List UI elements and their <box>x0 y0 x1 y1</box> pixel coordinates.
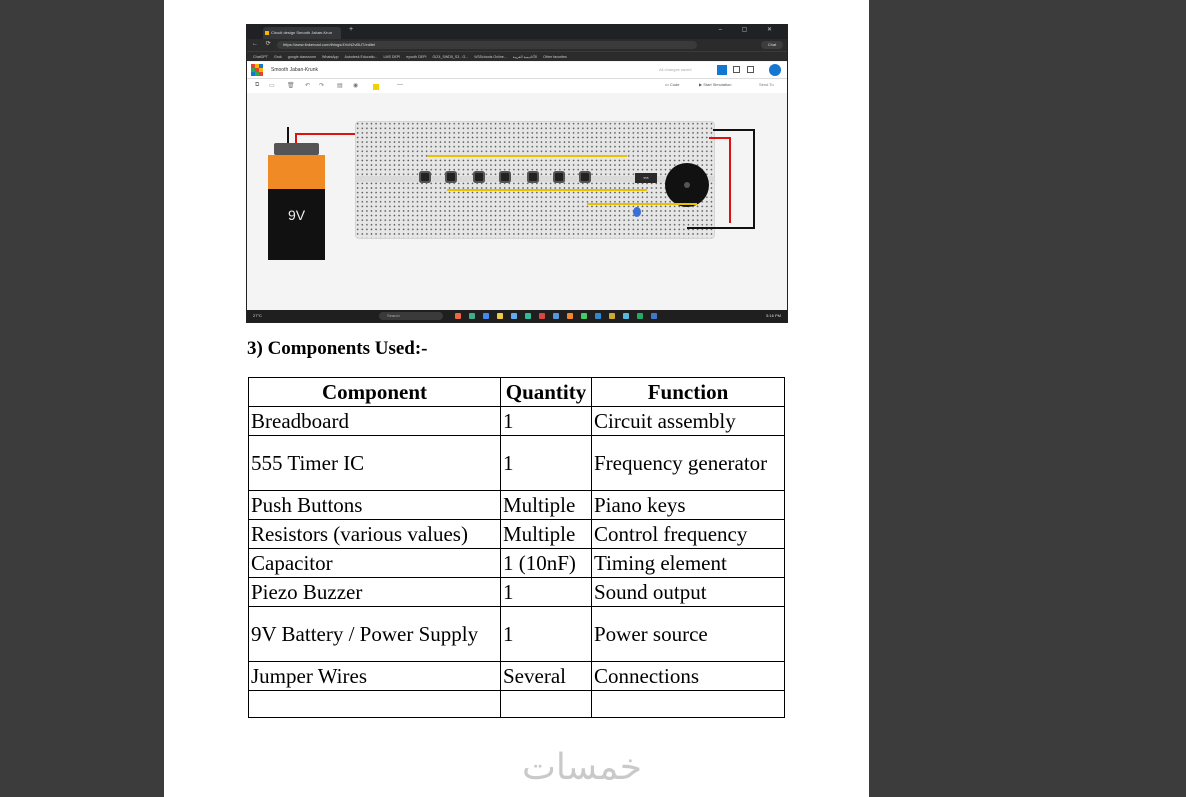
circuit-canvas <box>247 93 787 310</box>
taskbar-search: Search <box>379 312 443 320</box>
cell-component: Capacitor <box>249 549 501 578</box>
schematic-view-icon <box>733 66 740 73</box>
cell-quantity: 1 <box>501 607 592 662</box>
section-heading: 3) Components Used:- <box>247 338 428 359</box>
table-row <box>249 407 785 436</box>
tinkercad-favicon-icon <box>265 31 269 35</box>
cell-component: 9V Battery / Power Supply <box>249 607 501 662</box>
cell-quantity: Multiple <box>501 520 592 549</box>
tinkercad-header <box>247 62 787 79</box>
column-header-function: Function <box>592 378 785 407</box>
saved-status: All changes saved <box>659 67 692 72</box>
table-row <box>249 607 785 662</box>
bookmark-item: Grok <box>273 55 282 59</box>
cell-function: Connections <box>592 662 785 691</box>
wire-black <box>687 227 755 229</box>
table-row-empty <box>249 691 785 718</box>
wire-black <box>753 129 755 227</box>
bookmarks-bar <box>247 51 787 61</box>
table-row <box>249 436 785 491</box>
cell-empty <box>501 691 592 718</box>
cell-function: Power source <box>592 607 785 662</box>
components-table <box>248 377 785 718</box>
battery-copper-top <box>268 155 325 189</box>
table-row <box>249 549 785 578</box>
bookmark-item: eyouth DEPI <box>406 55 427 59</box>
wire-red <box>295 133 355 135</box>
new-tab-icon: + <box>349 26 354 33</box>
copy-icon: ⧉ <box>255 82 260 88</box>
app-icon <box>455 313 461 319</box>
redo-icon: ↷ <box>319 83 325 89</box>
capacitor <box>633 207 641 217</box>
chat-button: Chat <box>761 41 783 49</box>
avatar <box>769 64 781 76</box>
cell-function: Control frequency <box>592 520 785 549</box>
address-bar <box>247 39 787 51</box>
app-icon <box>637 313 643 319</box>
push-button <box>529 173 537 181</box>
url-field: https://www.tinkercad.com/things/4VcN2vBUT/editel <box>277 41 697 49</box>
cell-function: Circuit assembly <box>592 407 785 436</box>
circuit-screenshot <box>246 24 788 323</box>
code-label: Code <box>669 82 680 87</box>
send-to-button: Send To <box>759 82 774 87</box>
tinkercad-logo-icon <box>251 64 263 76</box>
cell-component: Resistors (various values) <box>249 520 501 549</box>
push-button <box>447 173 455 181</box>
nav-arrows-icon: ← ⟳ <box>252 41 274 47</box>
cell-function: Frequency generator <box>592 436 785 491</box>
cell-component: 555 Timer IC <box>249 436 501 491</box>
viewer-background <box>869 0 1186 797</box>
app-icon <box>581 313 587 319</box>
eye-icon: ◉ <box>353 83 359 89</box>
cell-component: Piezo Buzzer <box>249 578 501 607</box>
push-button <box>581 173 589 181</box>
start-simulation-label: Start Simulation <box>703 82 732 87</box>
battery-terminals <box>274 143 319 155</box>
push-button <box>475 173 483 181</box>
start-simulation-button: ▶ Start Simulation <box>699 82 732 87</box>
app-icon <box>525 313 531 319</box>
window-controls: – ▢ ✕ <box>718 27 781 33</box>
windows-taskbar <box>247 310 787 322</box>
editor-toolbar <box>247 79 787 93</box>
cell-function: Sound output <box>592 578 785 607</box>
app-icon <box>567 313 573 319</box>
app-icon <box>497 313 503 319</box>
list-view-icon <box>747 66 754 73</box>
column-header-component: Component <box>249 378 501 407</box>
design-name: Smooth Jaban-Krunk <box>271 67 318 73</box>
app-icon <box>539 313 545 319</box>
app-icon <box>511 313 517 319</box>
table-row <box>249 578 785 607</box>
piezo-buzzer <box>665 163 709 207</box>
push-button <box>421 173 429 181</box>
tab-title: Circuit design Smooth Jaban-Krun <box>271 30 332 35</box>
cell-quantity: 1 <box>501 578 592 607</box>
cell-function: Timing element <box>592 549 785 578</box>
buzzer-hole <box>684 182 690 188</box>
cell-component: Jumper Wires <box>249 662 501 691</box>
app-icon <box>469 313 475 319</box>
paste-icon: ▭ <box>269 83 275 89</box>
column-header-quantity: Quantity <box>501 378 592 407</box>
table-row <box>249 662 785 691</box>
wire-yellow <box>587 203 697 205</box>
cell-quantity: 1 <box>501 407 592 436</box>
logo-cell <box>259 72 263 76</box>
timer-chip: 555 <box>635 173 657 183</box>
app-icon <box>623 313 629 319</box>
cell-quantity: Multiple <box>501 491 592 520</box>
app-icon <box>595 313 601 319</box>
wire-red <box>729 137 731 223</box>
cell-quantity: 1 (10nF) <box>501 549 592 578</box>
app-icon <box>651 313 657 319</box>
taskbar-clock: 5:16 PM <box>766 313 781 318</box>
browser-tab <box>263 27 341 39</box>
table-row <box>249 491 785 520</box>
wire-style-icon: — <box>397 82 403 88</box>
wire-yellow <box>447 189 647 191</box>
bookmark-item: الأكاديمية العربية <box>512 55 538 59</box>
bookmark-item: W3Schools Online... <box>474 55 507 59</box>
wire-black <box>713 129 753 131</box>
cell-empty <box>592 691 785 718</box>
app-icon <box>483 313 489 319</box>
table-row <box>249 520 785 549</box>
bookmark-item: Autodesk Educatio... <box>344 55 378 59</box>
cell-empty <box>249 691 501 718</box>
undo-icon: ↶ <box>305 83 311 89</box>
bookmark-item: WhatsApp <box>321 55 339 59</box>
bookmark-item: ChatGPT <box>253 55 268 59</box>
push-button <box>501 173 509 181</box>
battery-9v <box>268 143 325 260</box>
cell-function: Piano keys <box>592 491 785 520</box>
browser-tab-bar <box>247 25 787 39</box>
cell-quantity: Several <box>501 662 592 691</box>
cell-quantity: 1 <box>501 436 592 491</box>
khamsat-watermark-logo: خمسات <box>522 747 643 788</box>
cell-component: Breadboard <box>249 407 501 436</box>
bookmark-item: Other favorites <box>543 55 567 59</box>
delete-icon: 🗑 <box>287 83 295 89</box>
battery-label: 9V <box>268 189 325 260</box>
wire-yellow <box>427 155 627 157</box>
bookmark-item: GIZ4_SWD5_S3 - G... <box>432 55 469 59</box>
bookmark-item: LMS DEPI <box>383 55 401 59</box>
circuit-view-icon <box>717 65 727 75</box>
table-header-row <box>249 378 785 407</box>
bookmark-item: google classroom <box>287 55 316 59</box>
code-button: ▭ Code <box>665 82 680 87</box>
note-icon: ▤ <box>337 83 343 89</box>
color-swatch-icon <box>373 84 379 90</box>
wire-red <box>709 137 729 139</box>
push-button <box>555 173 563 181</box>
app-icon <box>609 313 615 319</box>
cell-component: Push Buttons <box>249 491 501 520</box>
app-icon <box>553 313 559 319</box>
weather-widget: 27°C <box>253 313 262 318</box>
